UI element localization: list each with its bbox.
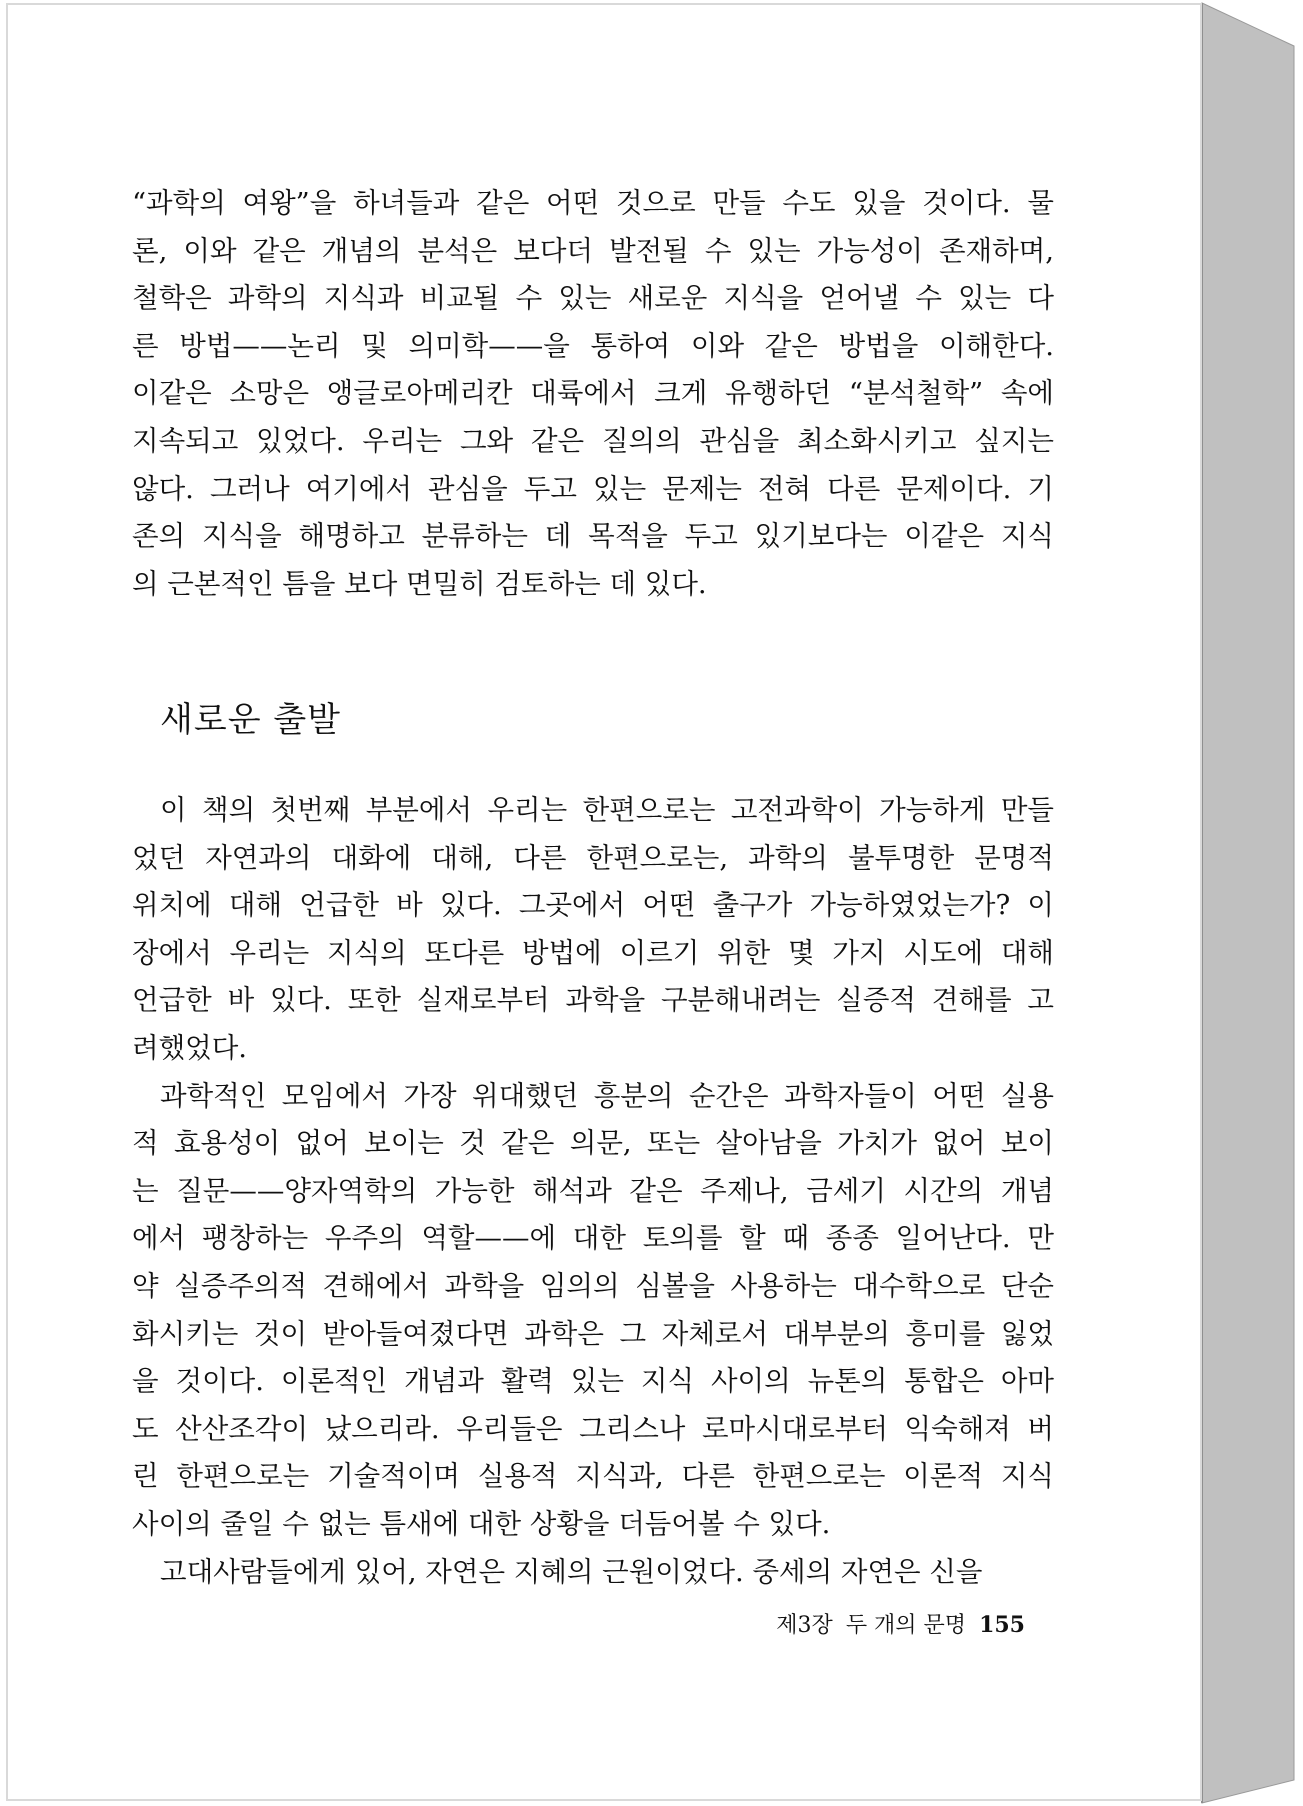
footer-page-number: 155 bbox=[979, 1612, 1025, 1638]
text-line: 에서 팽창하는 우주의 역할——에 대한 토의를 할 때 종종 일어난다. 만 bbox=[132, 1222, 1054, 1255]
body-text-top bbox=[132, 180, 1054, 608]
text-line: 적 효용성이 없어 보이는 것 같은 의문, 또는 살아남을 가치가 없어 보이 bbox=[132, 1127, 1054, 1160]
body-text-bottom bbox=[132, 787, 1054, 1596]
text-line: 고대사람들에게 있어, 자연은 지혜의 근원이었다. 중세의 자연은 신을 bbox=[160, 1555, 983, 1588]
text-line: 이같은 소망은 앵글로아메리칸 대륙에서 크게 유행하던 “분석철학” 속에 bbox=[132, 377, 1054, 410]
page-footer bbox=[770, 1610, 1025, 1641]
text-line: 이 책의 첫번째 부분에서 우리는 한편으로는 고전과학이 가능하게 만들 bbox=[160, 794, 1054, 826]
text-line: 린 한편으로는 기술적이며 실용적 지식과, 다른 한편으로는 이론적 지식 bbox=[132, 1460, 1054, 1493]
text-line: 도 산산조각이 났으리라. 우리들은 그리스나 로마시대로부터 익숙해져 버 bbox=[132, 1412, 1054, 1445]
footer-title: 두 개의 문명 bbox=[845, 1613, 967, 1638]
text-line: 않다. 그러나 여기에서 관심을 두고 있는 문제는 전혀 다른 문제이다. 기 bbox=[132, 472, 1054, 505]
text-line: “과학의 여왕”을 하녀들과 같은 어떤 것으로 만들 수도 있을 것이다. 물 bbox=[132, 187, 1054, 219]
text-line: 려했었다. bbox=[132, 1031, 248, 1064]
text-line: 었던 자연과의 대화에 대해, 다른 한편으로는, 과학의 불투명한 문명적 bbox=[132, 841, 1054, 874]
text-line: 과학적인 모임에서 가장 위대했던 흥분의 순간은 과학자들이 어떤 실용 bbox=[160, 1079, 1054, 1112]
text-line: 론, 이와 같은 개념의 분석은 보다더 발전될 수 있는 가능성이 존재하며, bbox=[132, 234, 1054, 267]
text-line: 철학은 과학의 지식과 비교될 수 있는 새로운 지식을 얻어낼 수 있는 다 bbox=[132, 282, 1054, 315]
text-line: 위치에 대해 언급한 바 있다. 그곳에서 어떤 출구가 가능하였었는가? 이 bbox=[132, 889, 1054, 922]
text-line: 른 방법——논리 및 의미학——을 통하여 이와 같은 방법을 이해한다. bbox=[132, 329, 1054, 362]
text-line: 존의 지식을 해명하고 분류하는 데 목적을 두고 있기보다는 이같은 지식 bbox=[132, 520, 1054, 553]
text-line: 사이의 줄일 수 없는 틈새에 대한 상황을 더듬어볼 수 있다. bbox=[132, 1507, 831, 1540]
text-line: 는 질문——양자역학의 가능한 해석과 같은 주제나, 금세기 시간의 개념 bbox=[132, 1174, 1054, 1207]
text-line: 의 근본적인 틈을 보다 면밀히 검토하는 데 있다. bbox=[132, 567, 707, 600]
text-line: 을 것이다. 이론적인 개념과 활력 있는 지식 사이의 뉴톤의 통합은 아마 bbox=[132, 1365, 1054, 1398]
footer-chapter: 제3장 bbox=[776, 1613, 833, 1638]
text-line: 약 실증주의적 견해에서 과학을 임의의 심볼을 사용하는 대수학으로 단순 bbox=[132, 1269, 1054, 1302]
text-line: 장에서 우리는 지식의 또다른 방법에 이르기 위한 몇 가지 시도에 대해 bbox=[132, 936, 1054, 969]
text-line: 지속되고 있었다. 우리는 그와 같은 질의의 관심을 최소화시키고 싶지는 bbox=[132, 424, 1054, 457]
text-line: 화시키는 것이 받아들여졌다면 과학은 그 자체로서 대부분의 흥미를 잃었 bbox=[132, 1317, 1054, 1350]
text-line: 언급한 바 있다. 또한 실재로부터 과학을 구분해내려는 실증적 견해를 고 bbox=[132, 984, 1054, 1017]
section-heading: 새로운 출발 bbox=[160, 700, 342, 740]
